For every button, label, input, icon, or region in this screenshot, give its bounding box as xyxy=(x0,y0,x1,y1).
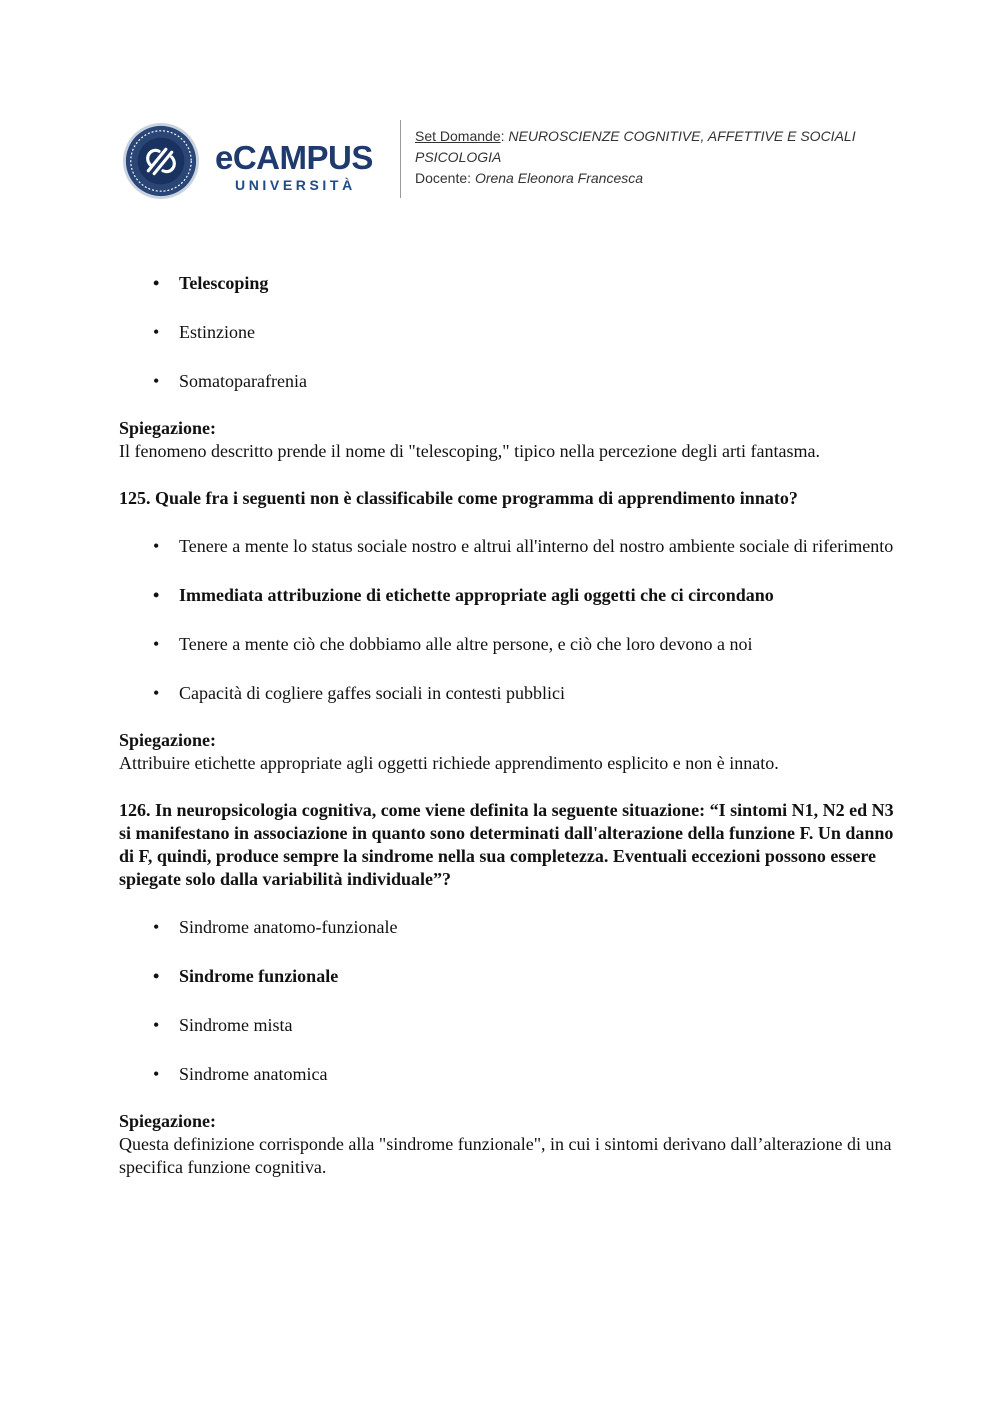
option-text: Sindrome mista xyxy=(179,1015,293,1035)
docente-label: Docente: xyxy=(415,170,472,186)
question-text: 126. In neuropsicologia cognitiva, come viene definita la seguente situazione: “I sintomi N1, N2 ed N3 si manifestano in associazione in quanto sono determinati dall'alterazione della funzione F. Un danno di F, quindi, produce sempre la sindrome nella sua completezza. Eventuali eccezioni possono essere spiegate solo dalla variabilità individuale”? xyxy=(119,800,894,889)
explanation-title: Spiegazione: xyxy=(119,418,216,438)
bullet-icon: • xyxy=(153,322,160,342)
explanation-text: Attribuire etichette appropriate agli oggetti richiede apprendimento esplicito e non è innato. xyxy=(119,753,779,773)
option-item xyxy=(119,321,899,344)
option-list xyxy=(119,535,899,705)
option-text: Tenere a mente ciò che dobbiamo alle altre persone, e ciò che loro devono a noi xyxy=(179,634,753,654)
option-text: Capacità di cogliere gaffes sociali in contesti pubblici xyxy=(179,683,566,703)
bullet-icon: • xyxy=(153,371,160,391)
option-item xyxy=(119,633,899,656)
bullet-icon: • xyxy=(153,1064,160,1084)
set-label: Set Domande xyxy=(415,128,501,144)
explanation-block xyxy=(119,729,899,775)
brand-wordmark xyxy=(215,140,373,194)
bullet-icon: • xyxy=(153,966,160,986)
ecampus-seal-logo xyxy=(122,122,200,200)
explanation-title: Spiegazione: xyxy=(119,1111,216,1131)
set-value: NEUROSCIENZE COGNITIVE, AFFETTIVE E SOCIALI xyxy=(508,128,856,144)
option-item xyxy=(119,965,899,988)
bullet-icon: • xyxy=(153,917,160,937)
option-item xyxy=(119,682,899,705)
docente-value: Orena Eleonora Francesca xyxy=(474,170,644,186)
option-item xyxy=(119,370,899,393)
subject-line xyxy=(415,147,856,168)
option-item xyxy=(119,916,899,939)
option-text: Sindrome anatomica xyxy=(179,1064,328,1084)
option-list xyxy=(119,272,899,393)
explanation-title: Spiegazione: xyxy=(119,730,216,750)
explanation-block xyxy=(119,1110,899,1179)
bullet-icon: • xyxy=(153,1015,160,1035)
option-list xyxy=(119,916,899,1086)
option-text: Estinzione xyxy=(179,322,255,342)
option-item xyxy=(119,272,899,295)
course-meta xyxy=(415,126,856,189)
quiz-content xyxy=(119,272,899,1203)
option-text: Sindrome funzionale xyxy=(179,966,339,986)
option-text: Sindrome anatomo-funzionale xyxy=(179,917,398,937)
option-text: Somatoparafrenia xyxy=(179,371,307,391)
bullet-icon: • xyxy=(153,634,160,654)
option-text: Immediata attribuzione di etichette appropriate agli oggetti che ci circondano xyxy=(179,585,774,605)
explanation-text: Il fenomeno descritto prende il nome di "telescoping," tipico nella percezione degli arti fantasma. xyxy=(119,441,820,461)
explanation-text: Questa definizione corrisponde alla "sindrome funzionale", in cui i sintomi derivano dall’alterazione di una specifica funzione cognitiva. xyxy=(119,1134,892,1177)
bullet-icon: • xyxy=(153,585,160,605)
docente-line xyxy=(415,168,856,189)
brand-main-text: eCAMPUS xyxy=(215,139,373,176)
bullet-icon: • xyxy=(153,683,160,703)
set-line: Set Domande: NEUROSCIENZE COGNITIVE, AFFETTIVE E SOCIALI xyxy=(415,128,856,144)
option-item xyxy=(119,535,899,558)
subject-value: PSICOLOGIA xyxy=(415,149,502,165)
option-item xyxy=(119,1014,899,1037)
option-item xyxy=(119,1063,899,1086)
header-divider xyxy=(400,120,401,198)
option-text: Tenere a mente lo status sociale nostro e altrui all'interno del nostro ambiente sociale di riferimento xyxy=(179,536,894,556)
question-text: 125. Quale fra i seguenti non è classificabile come programma di apprendimento innato? xyxy=(119,488,798,508)
option-text: Telescoping xyxy=(179,273,269,293)
bullet-icon: • xyxy=(153,273,160,293)
explanation-block xyxy=(119,417,899,463)
brand-sub-text: UNIVERSITÀ xyxy=(235,177,356,193)
option-item xyxy=(119,584,899,607)
document-header xyxy=(122,118,902,200)
bullet-icon: • xyxy=(153,536,160,556)
